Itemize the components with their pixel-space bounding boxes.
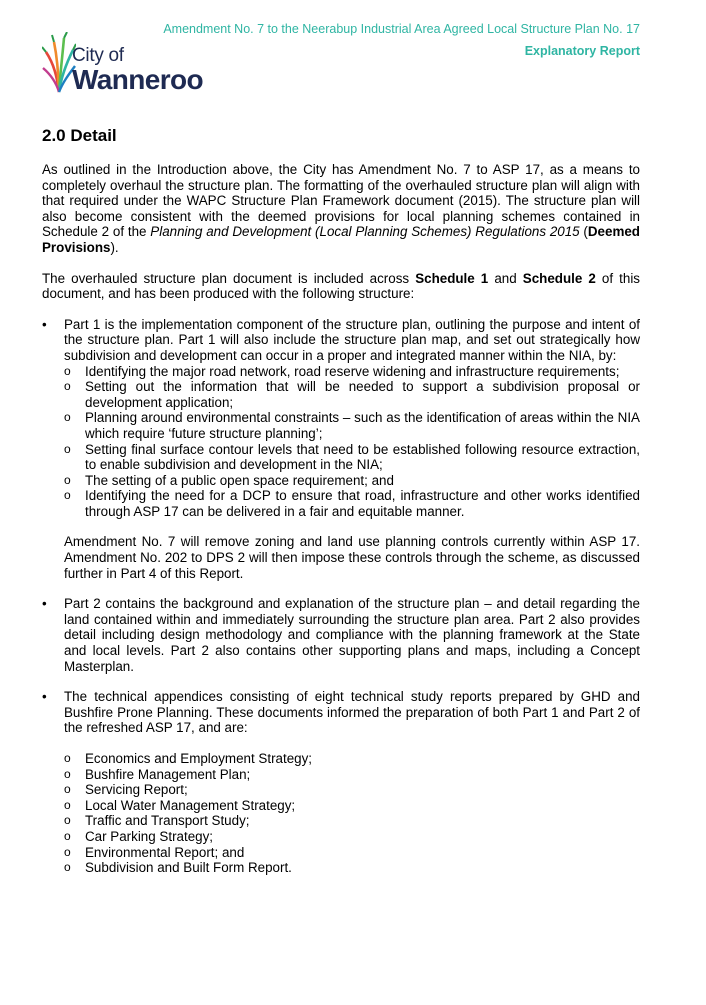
bullet-icon: •	[42, 596, 47, 612]
sub-list-item-text: Setting out the information that will be needed to support a subdivision proposal or development application;	[85, 379, 640, 410]
bullet-text: Part 2 contains the background and explanation of the structure plan – and detail regarding the land contained within and immediately surrounding the structure plan area. Part 2 also provides detail including design methodology and compliance with the planning framework at the State and local levels. Part 2 also contains other supporting plans and maps, including a Concept Masterplan.	[64, 596, 640, 674]
sub-list-item-text: Setting final surface contour levels that need to be established following resource extraction, to enable subdivision and development in the NIA;	[85, 441, 640, 473]
hollow-bullet-icon: o	[64, 751, 71, 765]
regulations-title: Planning and Development (Local Planning Schemes) Regulations 2015	[150, 224, 580, 240]
sub-list-item-text: Bushfire Management Plan;	[85, 766, 251, 782]
paragraph-structure	[42, 271, 640, 302]
sub-list-item	[64, 829, 640, 845]
bullet-part-2	[42, 596, 640, 674]
bullet-text: Part 1 is the implementation component of the structure plan, outlining the purpose and intent of the structure plan. Part 1 will also include the structure plan map, and set out strategically how subdivision and development can occur in a proper and integrated manner within the NIA, by:	[64, 316, 640, 363]
section-heading: 2.0 Detail	[42, 126, 117, 145]
sub-list-item	[64, 473, 640, 489]
bullet-part-1	[42, 317, 640, 582]
sub-list-item	[64, 767, 640, 783]
hollow-bullet-icon: o	[64, 860, 71, 875]
logo-text-city-of: City of	[72, 45, 124, 66]
sub-list-item	[64, 379, 640, 410]
hollow-bullet-icon: o	[64, 363, 71, 378]
sub-list-item-text: Identifying the need for a DCP to ensure that road, infrastructure and other works identified through ASP 17 can be delivered in a fair and equitable manner.	[85, 488, 640, 519]
schedule-1-term: Schedule 1	[415, 270, 489, 286]
bullet-icon: •	[42, 689, 47, 705]
paragraph-intro-text: (	[579, 224, 588, 240]
sub-list-item	[64, 860, 640, 876]
palm-frond-logo-icon	[42, 32, 76, 94]
sub-list-item-text: Planning around environmental constraints – such as the identification of areas within the NIA which require ‘future structure planning’;	[85, 410, 640, 441]
paragraph-structure-text: of this document, and has been produced with the following structure:	[42, 270, 640, 302]
sub-list-item-text: Car Parking Strategy;	[85, 828, 214, 844]
hollow-bullet-icon: o	[64, 379, 71, 394]
document-body	[42, 126, 640, 891]
schedule-2-term: Schedule 2	[522, 270, 596, 286]
part-1-note: Amendment No. 7 will remove zoning and land use planning controls currently within ASP 17. Amendment No. 202 to DPS 2 will then impose these controls through the scheme, as discussed further in Part 4 of this Report.	[64, 534, 640, 581]
sub-list-item-text: The setting of a public open space requirement; and	[85, 472, 394, 488]
city-of-wanneroo-logo	[42, 30, 222, 96]
hollow-bullet-icon: o	[64, 410, 71, 425]
sub-list-item	[64, 782, 640, 798]
sub-list-item-text: Environmental Report; and	[85, 844, 245, 860]
bullet-icon: •	[42, 316, 47, 332]
sub-list-item	[64, 751, 640, 767]
hollow-bullet-icon: o	[64, 782, 71, 797]
paragraph-intro-text: As outlined in the Introduction above, the City has Amendment No. 7 to ASP 17, as a means to completely overhaul the structure plan. The formatting of the overhauled structure plan will align with that required under the WAPC Structure Plan Framework document (2015). The structure plan will also become consistent with the deemed provisions for local planning schemes contained in Schedule 2 of the	[42, 162, 640, 240]
sub-list-item-text: Traffic and Transport Study;	[85, 813, 250, 829]
sub-list-item	[64, 410, 640, 441]
hollow-bullet-icon: o	[64, 797, 71, 812]
hollow-bullet-icon: o	[64, 472, 71, 487]
appendices-sub-list	[64, 751, 640, 876]
sub-list-item-text: Identifying the major road network, road reserve widening and infrastructure requirements;	[85, 363, 620, 379]
paragraph-structure-text: and	[488, 270, 523, 286]
sub-list-item	[64, 813, 640, 829]
sub-list-item	[64, 488, 640, 519]
sub-list-item-text: Economics and Employment Strategy;	[85, 751, 313, 766]
sub-list-item-text: Servicing Report;	[85, 782, 188, 798]
logo-text-wanneroo: Wanneroo	[72, 64, 204, 95]
sub-list-item-text: Local Water Management Strategy;	[85, 797, 296, 813]
paragraph-intro-text: ).	[110, 239, 119, 255]
part-1-sub-list	[64, 364, 640, 520]
hollow-bullet-icon: o	[64, 441, 71, 456]
bullet-text: The technical appendices consisting of eight technical study reports prepared by GHD and Bushfire Prone Planning. These documents informed the preparation of both Part 1 and Part 2 of the refreshed ASP 17, and are:	[64, 689, 640, 736]
bullet-technical-appendices	[42, 689, 640, 876]
paragraph-intro	[42, 162, 640, 256]
structure-bullet-list	[42, 317, 640, 876]
hollow-bullet-icon: o	[64, 488, 71, 503]
paragraph-structure-text: The overhauled structure plan document is included across	[42, 270, 416, 286]
deemed-provisions-term: Deemed Provisions	[42, 224, 640, 255]
document-header-subtitle: Explanatory Report	[524, 44, 640, 58]
sub-list-item	[64, 798, 640, 814]
hollow-bullet-icon: o	[64, 813, 71, 828]
hollow-bullet-icon: o	[64, 828, 71, 843]
sub-list-item-text: Subdivision and Built Form Report.	[85, 860, 292, 876]
sub-list-item	[64, 845, 640, 861]
document-header-title: Amendment No. 7 to the Neerabup Industrial Area Agreed Local Structure Plan No. 17	[163, 22, 640, 36]
hollow-bullet-icon: o	[64, 844, 71, 859]
sub-list-item	[64, 442, 640, 473]
sub-list-item	[64, 364, 640, 380]
hollow-bullet-icon: o	[64, 766, 71, 781]
